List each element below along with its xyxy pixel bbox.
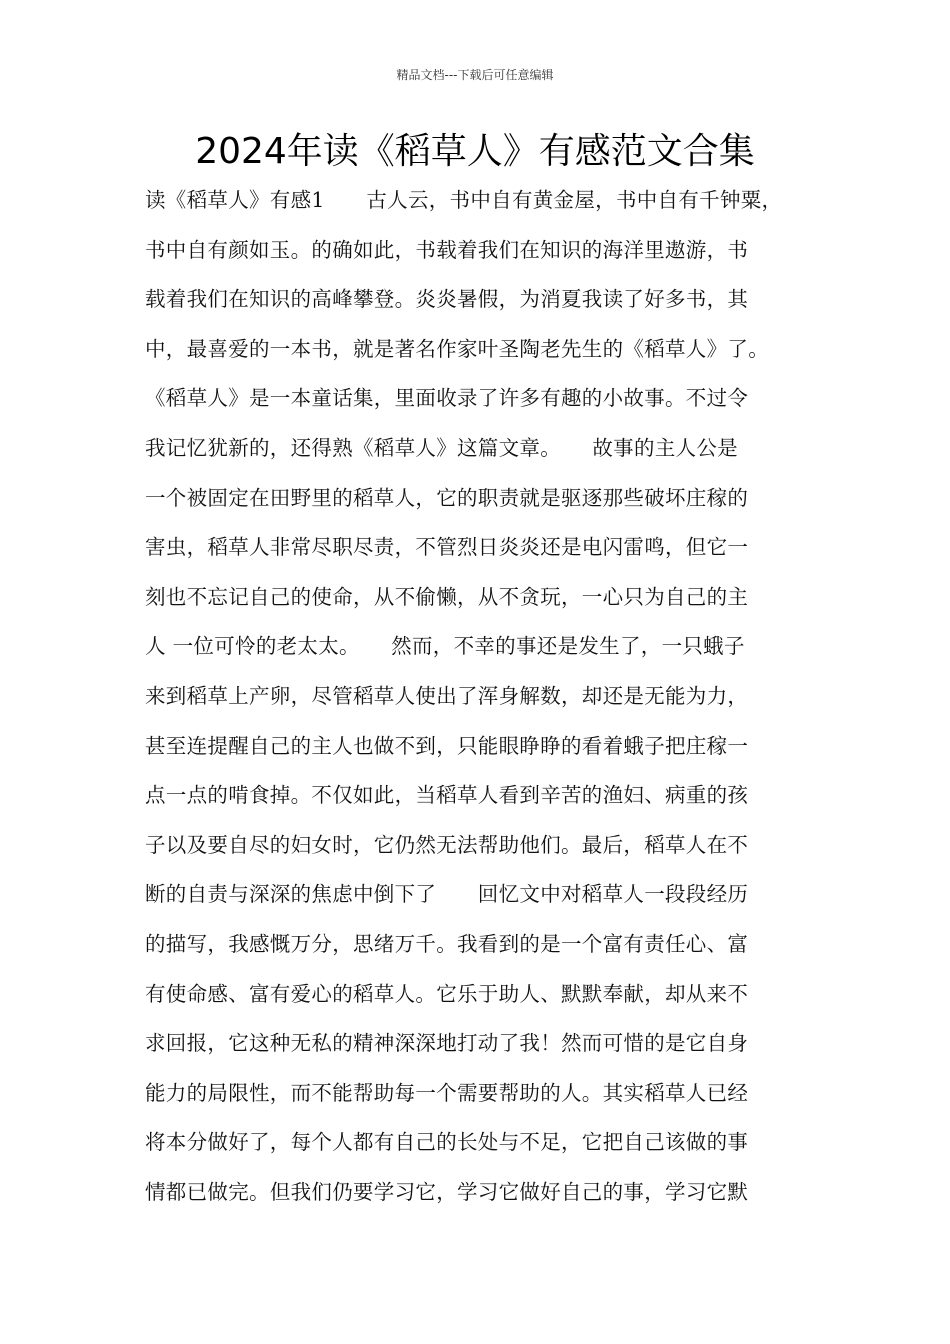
- body-line: 能力的局限性，而不能帮助每一个需要帮助的人。其实稻草人已经: [145, 1080, 749, 1105]
- body-line: 情都已做完。但我们仍要学习它，学习它做好自己的事，学习它默: [145, 1179, 749, 1204]
- body-line: 来到稻草上产卵，尽管稻草人使出了浑身解数，却还是无能为力，: [145, 683, 749, 708]
- body-line: 害虫，稻草人非常尽职尽责，不管烈日炎炎还是电闪雷鸣，但它一: [145, 535, 749, 560]
- body-line: 载着我们在知识的高峰攀登。炎炎暑假，为消夏我读了好多书，其: [145, 287, 749, 312]
- body-line: 的描写，我感慨万分，思绪万千。我看到的是一个富有责任心、富: [145, 931, 749, 956]
- body-line: 刻也不忘记自己的使命，从不偷懒，从不贪玩，一心只为自己的主: [145, 584, 749, 609]
- header-note: 精品文档---下载后可任意编辑: [396, 68, 554, 82]
- body-line: 读《稻草人》有感1 古人云，书中自有黄金屋，书中自有千钟粟，: [145, 188, 783, 212]
- body-line: 断的自责与深深的焦虑中倒下了 回忆文中对稻草人一段段经历: [145, 882, 749, 907]
- body-line: 一个被固定在田野里的稻草人，它的职责就是驱逐那些破坏庄稼的: [145, 485, 749, 510]
- document-title: 2024年读《稻草人》有感范文合集: [195, 131, 755, 172]
- body-line: 甚至连提醒自己的主人也做不到，只能眼睁睁的看着蛾子把庄稼一: [145, 733, 749, 758]
- body-line: 人 一位可怜的老太太。 然而，不幸的事还是发生了，一只蛾子: [145, 634, 745, 659]
- body-line: 求回报，它这种无私的精神深深地打动了我！然而可惜的是它自身: [145, 1031, 749, 1056]
- document-body: [145, 179, 825, 1220]
- body-line: 我记忆犹新的，还得熟《稻草人》这篇文章。 故事的主人公是: [145, 435, 738, 460]
- body-line: 点一点的啃食掉。不仅如此，当稻草人看到辛苦的渔妇、病重的孩: [145, 783, 749, 808]
- body-line: 书中自有颜如玉。的确如此，书载着我们在知识的海洋里遨游，书: [145, 237, 749, 262]
- body-line: 《稻草人》是一本童话集，里面收录了许多有趣的小故事。不过令: [145, 386, 749, 411]
- body-line: 中，最喜爱的一本书，就是著名作家叶圣陶老先生的《稻草人》了。: [145, 336, 769, 361]
- body-line: 子以及要自尽的妇女时，它仍然无法帮助他们。最后，稻草人在不: [145, 832, 749, 857]
- body-line: 有使命感、富有爱心的稻草人。它乐于助人、默默奉献，却从来不: [145, 981, 749, 1006]
- body-line: 将本分做好了，每个人都有自己的长处与不足，它把自己该做的事: [145, 1130, 749, 1155]
